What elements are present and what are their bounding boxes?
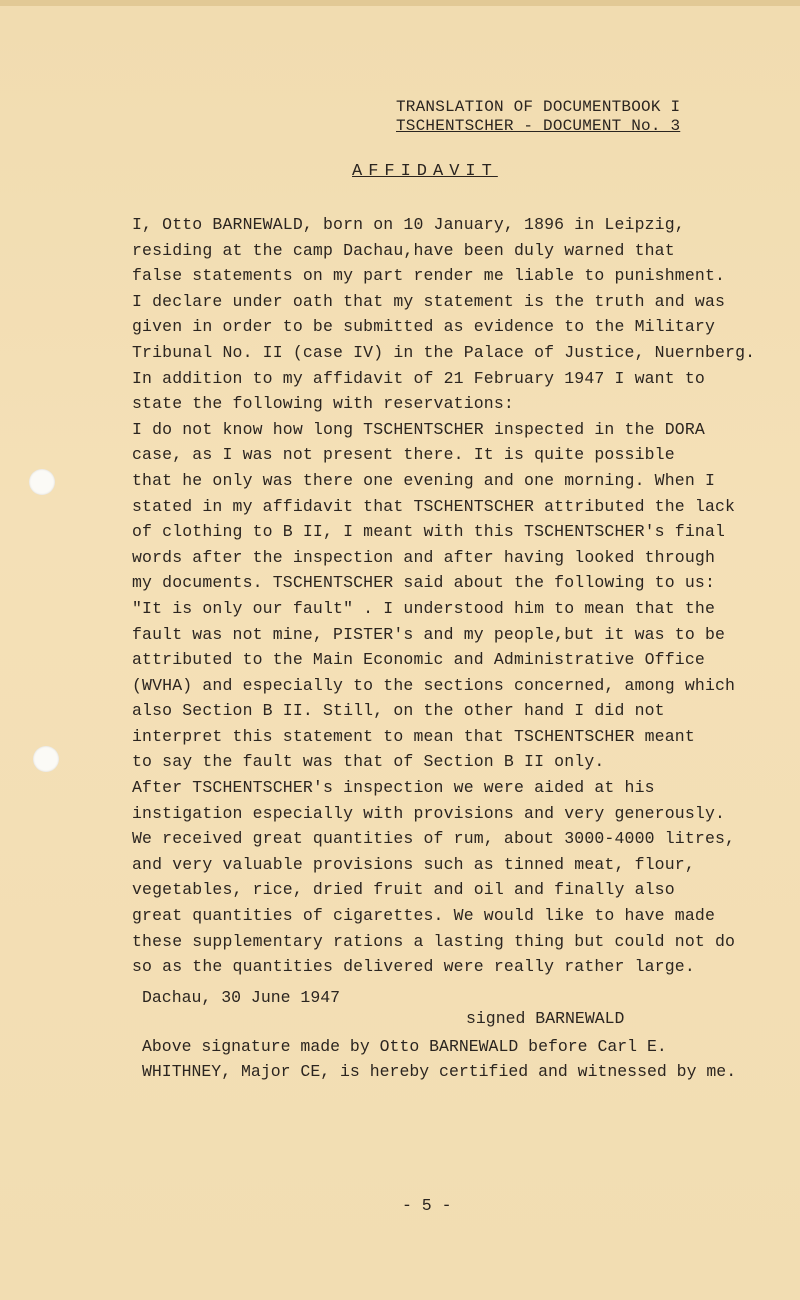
body-line: of clothing to B II, I meant with this TSCHENTSCHER's final [132,522,726,542]
body-line: case, as I was not present there. It is quite possible [132,445,675,465]
body-line: words after the inspection and after having looked through [132,547,715,567]
certification-line-1: Above signature made by Otto BARNEWALD before Carl E. [142,1037,667,1056]
document-title: AFFIDAVIT [352,162,498,181]
document-header [396,98,680,136]
body-line: I declare under oath that my statement is the truth and was [132,291,726,311]
body-line: We received great quantities of rum, about 3000-4000 litres, [132,829,736,849]
body-line: so as the quantities delivered were really rather large. [132,957,695,977]
header-line-2: TSCHENTSCHER - DOCUMENT No. 3 [396,117,681,135]
body-line: these supplementary rations a lasting thing but could not do [132,931,736,951]
punch-hole-bottom [33,746,59,772]
body-line: stated in my affidavit that TSCHENTSCHER attributed the lack [132,496,736,516]
body-line: also Section B II. Still, on the other hand I did not [132,701,665,721]
body-line: that he only was there one evening and one morning. When I [132,470,715,490]
certification-line-2: WHITHNEY, Major CE, is hereby certified and witnessed by me. [142,1062,737,1081]
page-top-edge [0,0,800,6]
body-line: In addition to my affidavit of 21 February 1947 I want to [132,368,705,388]
certification-block [142,1034,736,1084]
affidavit-body [132,212,772,980]
body-line: vegetables, rice, dried fruit and oil and finally also [132,880,675,900]
body-line: I do not know how long TSCHENTSCHER inspected in the DORA [132,419,705,439]
body-line: attributed to the Main Economic and Administrative Office [132,650,705,670]
body-line: my documents. TSCHENTSCHER said about the following to us: [132,573,715,593]
body-line: and very valuable provisions such as tinned meat, flour, [132,854,695,874]
page-number: - 5 - [402,1196,452,1215]
body-line: instigation especially with provisions and very generously. [132,803,726,823]
body-line: given in order to be submitted as evidence to the Military [132,317,715,337]
body-line: residing at the camp Dachau,have been duly warned that [132,240,675,260]
body-line: "It is only our fault" . I understood him to mean that the [132,598,715,618]
body-line: to say the fault was that of Section B II only. [132,752,605,772]
punch-hole-top [29,469,55,495]
body-line: interpret this statement to mean that TSCHENTSCHER meant [132,726,695,746]
body-line: false statements on my part render me liable to punishment. [132,266,726,286]
body-line: (WVHA) and especially to the sections concerned, among which [132,675,736,695]
body-line: I, Otto BARNEWALD, born on 10 January, 1896 in Leipzig, [132,215,685,234]
body-line: After TSCHENTSCHER's inspection we were aided at his [132,778,655,798]
header-line-1: TRANSLATION OF DOCUMENTBOOK I [396,98,681,116]
body-line: fault was not mine, PISTER's and my people,but it was to be [132,624,726,644]
signature-line: signed BARNEWALD [466,1009,625,1028]
body-line: great quantities of cigarettes. We would like to have made [132,906,715,926]
place-and-date: Dachau, 30 June 1947 [142,988,341,1007]
body-line: Tribunal No. II (case IV) in the Palace of Justice, Nuernberg. [132,342,756,362]
body-line: state the following with reservations: [132,394,514,414]
